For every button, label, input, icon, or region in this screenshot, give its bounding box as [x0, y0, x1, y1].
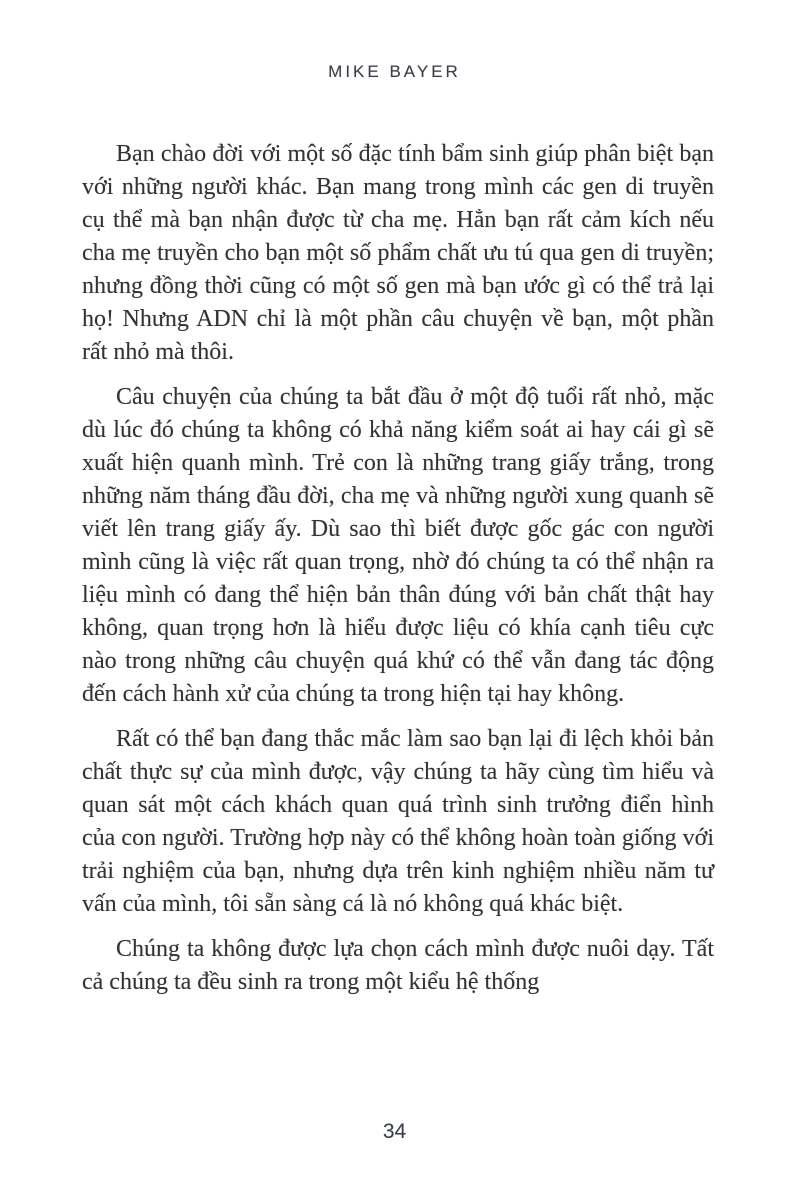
page-number: 34 — [382, 1120, 407, 1143]
paragraph-3: Rất có thể bạn đang thắc mắc làm sao bạn lại đi lệch khỏi bản chất thực sự của mình được, vậy chúng ta hãy cùng tìm hiểu và quan sát một cách khách quan quá trình sinh trưởng điển hình của con người. Trường hợp này có thể không hoàn toàn giống với trải nghiệm của bạn, nhưng dựa trên kinh nghiệm nhiều năm tư vấn của mình, tôi sẵn sàng cá là nó không quá khác biệt. — [82, 726, 714, 917]
paragraph-2: Câu chuyện của chúng ta bắt đầu ở một độ tuổi rất nhỏ, mặc dù lúc đó chúng ta không có khả năng kiểm soát ai hay cái gì sẽ xuất hiện quanh mình. Trẻ con là những trang giấy trắng, trong những năm tháng đầu đời, cha mẹ và những người xung quanh sẽ viết lên trang giấy ấy. Dù sao thì biết được gốc gác con người mình cũng là việc rất quan trọng, nhờ đó chúng ta có thể nhận ra liệu mình có đang thể hiện bản thân đúng với bản chất thật hay không, quan trọng hơn là hiểu được liệu có khía cạnh tiêu cực nào trong những câu chuyện quá khứ có thể vẫn đang tác động đến cách hành xử của chúng ta trong hiện tại hay không. — [82, 384, 714, 707]
paragraph-4: Chúng ta không được lựa chọn cách mình được nuôi dạy. Tất cả chúng ta đều sinh ra trong một kiểu hệ thống — [82, 936, 714, 995]
paragraph-1: Bạn chào đời với một số đặc tính bẩm sinh giúp phân biệt bạn với những người khác. Bạn mang trong mình các gen di truyền cụ thể mà bạn nhận được từ cha mẹ. Hẳn bạn rất cảm kích nếu cha mẹ truyền cho bạn một số phẩm chất ưu tú qua gen di truyền; nhưng đồng thời cũng có một số gen mà bạn ước gì có thể trả lại họ! Nhưng ADN chỉ là một phần câu chuyện về bạn, một phần rất nhỏ mà thôi. — [82, 141, 714, 365]
running-header: MIKE BAYER — [328, 62, 461, 81]
body-text — [82, 138, 714, 1011]
